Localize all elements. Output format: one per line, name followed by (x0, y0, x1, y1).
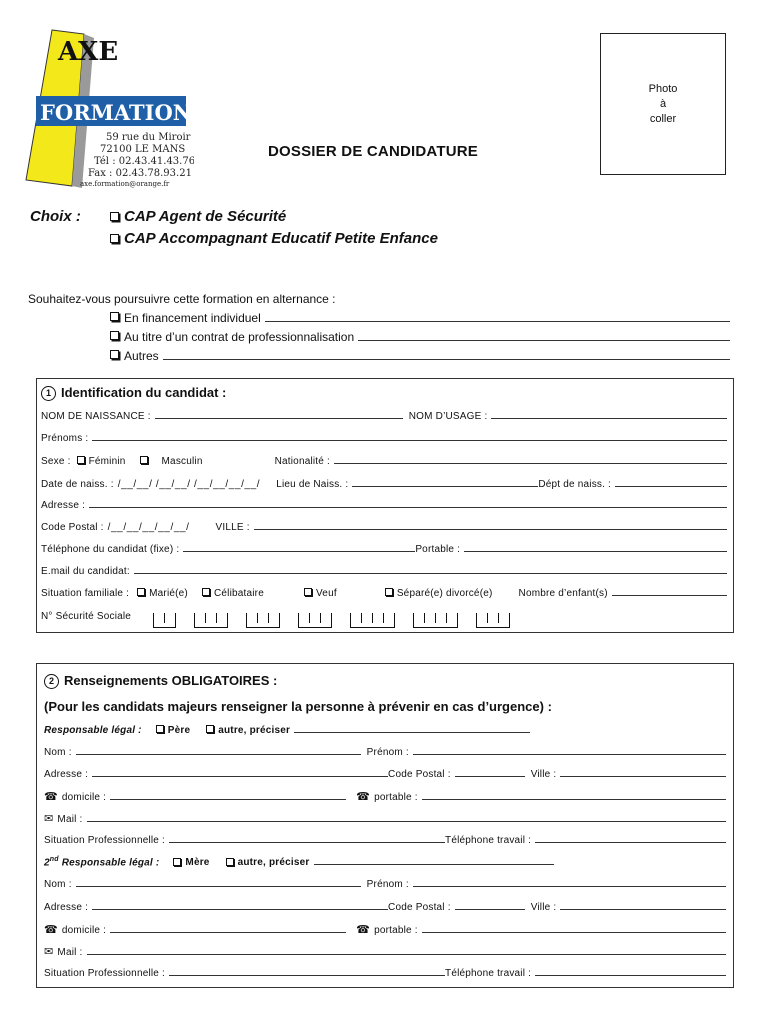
checkbox-icon[interactable] (110, 234, 119, 243)
row-resp1-adresse: Adresse : Code Postal : Ville : (44, 768, 726, 780)
nationalite-field[interactable] (334, 455, 727, 464)
number-circle-icon: 2 (44, 674, 59, 689)
svg-text:Fax : 02.43.78.93.21: Fax : 02.43.78.93.21 (88, 168, 192, 179)
resp1-prenom-field[interactable] (413, 746, 726, 755)
situation-separe[interactable]: Séparé(e) divorcé(e) (385, 588, 493, 599)
photo-label: Photo (648, 82, 678, 95)
resp2-ville-field[interactable] (560, 901, 726, 910)
checkbox-icon[interactable] (226, 858, 234, 866)
situation-veuf[interactable]: Veuf (304, 588, 337, 599)
prenoms-field[interactable] (92, 432, 727, 441)
nss-box-5[interactable] (350, 613, 395, 628)
resp2-mail-field[interactable] (87, 946, 726, 955)
resp2-prenom-field[interactable] (413, 878, 726, 887)
phone-icon: ☎ (44, 791, 58, 803)
email-field[interactable] (134, 565, 727, 574)
row-naissance: Date de naiss. : /__/__/ /__/__/ /__/__/__/__/ Lieu de Naiss. : Dépt de naiss. : (41, 478, 727, 490)
checkbox-icon[interactable] (137, 588, 145, 596)
checkbox-icon[interactable] (110, 331, 119, 340)
resp1-pere[interactable]: Père (156, 725, 191, 736)
svg-text:AXE: AXE (58, 37, 119, 67)
photo-label-a: à (659, 97, 667, 110)
row-resp1-tel: ☎ domicile : ☎ portable : (44, 790, 726, 803)
resp2-autre[interactable]: autre, préciser (226, 857, 310, 868)
sexe-feminin[interactable]: Féminin (77, 456, 126, 467)
svg-text:FORMATION: FORMATION (40, 100, 192, 125)
resp1-autre-field[interactable] (294, 724, 530, 733)
row-resp2-tel: ☎ domicile : ☎ portable : (44, 923, 726, 936)
row-resp1-situation: Situation Professionnelle : Téléphone travail : (44, 834, 726, 846)
alternance-option-autres[interactable]: Autres (110, 349, 730, 363)
situation-marie[interactable]: Marié(e) (137, 588, 188, 599)
logo-graphic (24, 28, 194, 188)
nom-usage-field[interactable] (491, 410, 727, 419)
alternance-option-individuel[interactable]: En financement individuel (110, 311, 730, 325)
resp2-portable-field[interactable] (422, 924, 726, 933)
situation-celibataire[interactable]: Célibataire (202, 588, 264, 599)
checkbox-icon[interactable] (77, 456, 85, 464)
checkbox-icon[interactable] (202, 588, 210, 596)
resp1-portable-field[interactable] (422, 791, 726, 800)
row-resp1-nom: Nom : Prénom : (44, 746, 726, 758)
svg-text:Tél : 02.43.41.43.76: Tél : 02.43.41.43.76 (94, 156, 194, 167)
checkbox-icon[interactable] (173, 858, 181, 866)
checkbox-icon[interactable] (385, 588, 393, 596)
resp1-nom-field[interactable] (76, 746, 361, 755)
resp2-mere[interactable]: Mère (173, 857, 209, 868)
number-circle-icon: 1 (41, 386, 56, 401)
nss-box-2[interactable] (194, 613, 228, 628)
checkbox-icon[interactable] (156, 725, 164, 733)
lieu-naissance-field[interactable] (352, 478, 538, 487)
nss-box-1[interactable] (153, 613, 176, 628)
resp2-cp-field[interactable] (455, 901, 525, 910)
choix-label: Choix : (30, 208, 81, 225)
checkbox-icon[interactable] (140, 456, 148, 464)
resp1-ville-field[interactable] (560, 768, 726, 777)
row-resp2-adresse: Adresse : Code Postal : Ville : (44, 901, 726, 913)
row-prenoms: Prénoms : (41, 432, 727, 444)
adresse-field[interactable] (89, 499, 727, 508)
section2-title: 2 Renseignements OBLIGATOIRES : (44, 673, 277, 690)
envelope-icon: ✉ (44, 813, 54, 825)
row-sexe: Sexe : Féminin Masculin Nationalité : (41, 455, 727, 467)
resp1-situation-field[interactable] (169, 834, 445, 843)
checkbox-icon[interactable] (304, 588, 312, 596)
row-ville: Code Postal : /__/__/__/__/__/ VILLE : (41, 521, 727, 533)
alternance-question: Souhaitez-vous poursuivre cette formation en alternance : (28, 292, 336, 306)
resp1-autre[interactable]: autre, préciser (206, 725, 290, 736)
resp2-nom-field[interactable] (76, 878, 361, 887)
row-resp2-situation: Situation Professionnelle : Téléphone travail : (44, 967, 726, 979)
checkbox-icon[interactable] (110, 312, 119, 321)
photo-label-coller: coller (649, 112, 677, 125)
nombre-enfants-field[interactable] (612, 587, 727, 596)
resp1-domicile-field[interactable] (110, 791, 346, 800)
choice-agent-securite[interactable]: CAP Agent de Sécurité (110, 208, 286, 225)
row-resp2-nom: Nom : Prénom : (44, 878, 726, 890)
phone-icon: ☎ (356, 924, 371, 936)
checkbox-icon[interactable] (206, 725, 214, 733)
row-adresse: Adresse : (41, 499, 727, 511)
nss-box-6[interactable] (413, 613, 458, 628)
telephone-fixe-field[interactable] (183, 543, 415, 552)
page-title: DOSSIER DE CANDIDATURE (268, 143, 478, 160)
svg-text:axe.formation@orange.fr: axe.formation@orange.fr (80, 180, 170, 188)
date-naissance-field[interactable]: /__/__/ /__/__/ /__/__/__/__/ (117, 479, 261, 490)
resp1-adresse-field[interactable] (92, 768, 388, 777)
row-nss: N° Sécurité Sociale (41, 609, 727, 624)
resp1-tel-travail-field[interactable] (535, 834, 726, 843)
photo-placeholder[interactable] (600, 33, 726, 175)
resp1-cp-field[interactable] (455, 768, 525, 777)
resp2-label: 2nd Responsable légal : (44, 856, 160, 869)
envelope-icon: ✉ (44, 946, 54, 958)
nss-box-3[interactable] (246, 613, 280, 628)
row-resp2-mail: ✉ Mail : (44, 945, 726, 958)
row-noms: NOM DE NAISSANCE : NOM D’USAGE : (41, 410, 727, 422)
row-situation: Situation familiale : Marié(e) Célibataire Veuf Séparé(e) divorcé(e) Nombre d’enfant(s) (41, 587, 727, 599)
ville-field[interactable] (254, 521, 727, 530)
nss-box-7[interactable] (476, 613, 510, 628)
row-email: E.mail du candidat: (41, 565, 727, 577)
row-telephone: Téléphone du candidat (fixe) : Portable : (41, 543, 727, 555)
section1-title: 1 Identification du candidat : (41, 385, 226, 402)
row-resp2 (44, 856, 726, 868)
phone-icon: ☎ (44, 924, 58, 936)
resp1-mail-field[interactable] (87, 813, 726, 822)
nom-naissance-field[interactable] (155, 410, 403, 419)
portable-field[interactable] (464, 543, 727, 552)
resp2-domicile-field[interactable] (110, 924, 346, 933)
choice-accompagnant-educatif[interactable]: CAP Accompagnant Educatif Petite Enfance (110, 230, 438, 247)
svg-text:72100 LE MANS: 72100 LE MANS (100, 144, 186, 155)
row-resp1-mail: ✉ Mail : (44, 812, 726, 825)
axe-formation-logo (24, 28, 194, 188)
fill-line[interactable] (358, 330, 730, 341)
sexe-masculin[interactable]: Masculin (140, 456, 203, 467)
resp2-adresse-field[interactable] (92, 901, 388, 910)
fill-line[interactable] (265, 311, 730, 322)
resp2-autre-field[interactable] (314, 856, 554, 865)
checkbox-icon[interactable] (110, 350, 119, 359)
section2-subtitle: (Pour les candidats majeurs renseigner la personne à prévenir en cas d’urgence) : (44, 699, 552, 714)
svg-text:59 rue du Miroir: 59 rue du Miroir (106, 132, 191, 143)
nss-box-4[interactable] (298, 613, 332, 628)
dept-naissance-field[interactable] (615, 478, 727, 487)
resp2-tel-travail-field[interactable] (535, 967, 726, 976)
alternance-option-contrat-pro[interactable]: Au titre d’un contrat de professionnalisation (110, 330, 730, 344)
checkbox-icon[interactable] (110, 212, 119, 221)
row-resp1: Responsable légal : Père autre, préciser (44, 724, 726, 736)
code-postal-field[interactable]: /__/__/__/__/__/ (107, 522, 190, 533)
resp2-situation-field[interactable] (169, 967, 445, 976)
fill-line[interactable] (163, 349, 730, 360)
phone-icon: ☎ (356, 791, 371, 803)
